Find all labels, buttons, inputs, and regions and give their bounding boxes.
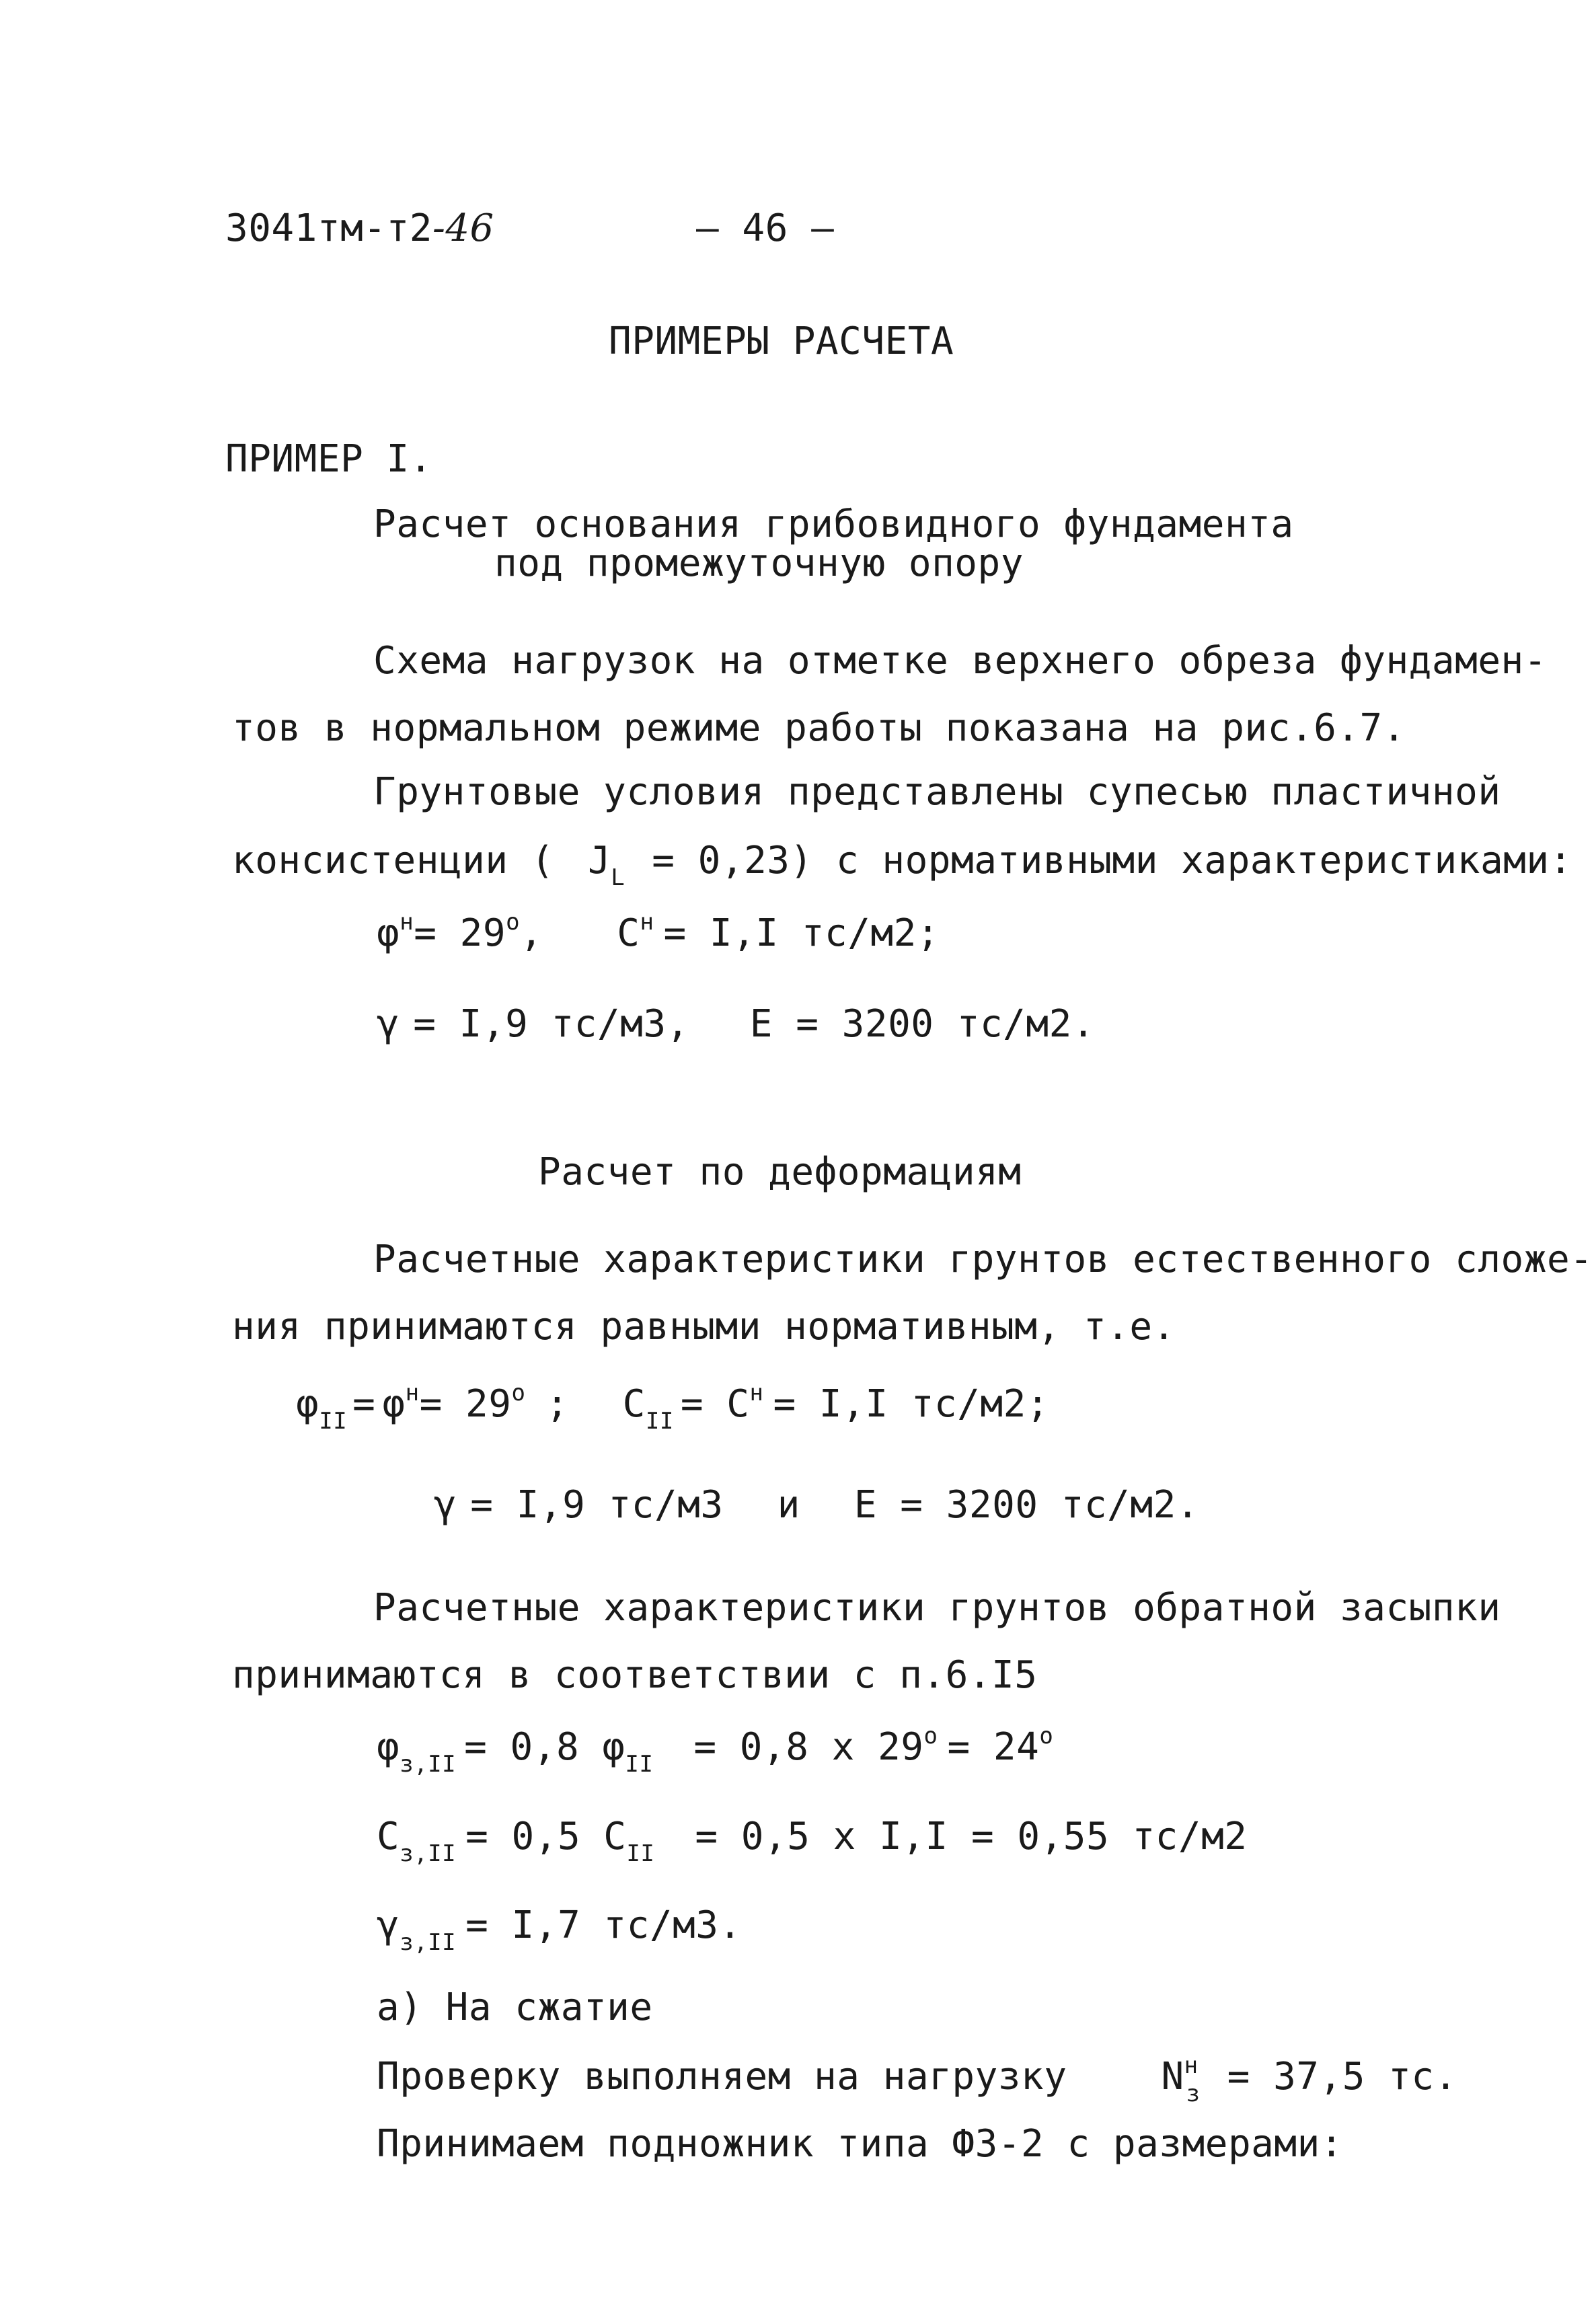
- compression-check-line: Проверку выполняем на нагрузку $N^н_з = 37,5$ тс.: [377, 2052, 1457, 2108]
- backfill-c-line: $C_{з,II} = 0,5$ $C_{II} = 0,5$ x I,I = 0,55 тс/м2: [377, 1815, 1248, 1868]
- loads-paragraph-line-1: Схема нагрузок на отметке верхнего обреза фундамен-: [373, 639, 1547, 683]
- natural-paragraph-line-1: Расчетные характеристики грунтов естественного сложе-: [373, 1238, 1593, 1281]
- liquidity-index-symbol: J: [588, 839, 611, 882]
- natural-paragraph-line-2: ния принимаются равными нормативным, т.е.: [232, 1305, 1176, 1349]
- phi-symbol: φ: [377, 911, 400, 955]
- compression-accept-line: Принимаем подножник типа Ф3-2 с размерами:: [377, 2122, 1344, 2166]
- normative-phi-c-line: $\varphi^н= 29^o$, $C^н = I,I$ тс/м2;: [377, 909, 940, 955]
- header-doc-code: [225, 206, 494, 250]
- soil-paragraph-line-1: Грунтовые условия представлены супесью пластичной: [373, 770, 1501, 814]
- normative-gamma-e-line: γ = I,9 тс/м3, E = 3200 тс/м2.: [377, 1002, 1096, 1046]
- soil-paragraph-line-2: консистенции ( $J_L = 0,23$) с нормативными характеристиками:: [232, 839, 1572, 892]
- section-deformations-heading: Расчет по деформациям: [538, 1150, 1022, 1194]
- page-number: – 46 –: [696, 206, 835, 250]
- example-label: ПРИМЕР I.: [225, 437, 432, 481]
- backfill-phi-line: $\varphi_{з,II} = 0,8$ $\varphi_{II} = 0,8$ x $29^o = 24^o$: [377, 1723, 1054, 1778]
- subtitle-line-1: Расчет основания грибовидного фундамента: [373, 502, 1294, 546]
- gamma-symbol: γ: [377, 1002, 400, 1046]
- natural-phi-c-line: $\varphi_{II} = \varphi^н= 29^o$ ; $C_{II} = C^н = I,I$ тс/м2;: [296, 1380, 1050, 1435]
- natural-gamma-e-line: γ = I,9 тс/м3 и E = 3200 тс/м2.: [434, 1483, 1200, 1527]
- subtitle-line-2: под промежуточную опору: [494, 541, 1024, 585]
- backfill-paragraph-line-2: принимаются в соответствии с п.6.I5: [232, 1653, 1038, 1697]
- page-title: ПРИМЕРЫ РАСЧЕТА: [609, 319, 954, 363]
- loads-paragraph-line-2: тов в нормальном режиме работы показана на рис.6.7.: [232, 706, 1406, 750]
- compression-label: а) На сжатие: [377, 1986, 653, 2029]
- load-symbol: N: [1161, 2055, 1184, 2099]
- doc-code: 3041тм-т2: [225, 206, 432, 250]
- backfill-gamma-line: $\gamma_{з,II} = I,7$ тс/м3.: [377, 1903, 742, 1957]
- backfill-paragraph-line-1: Расчетные характеристики грунтов обратной засыпки: [373, 1586, 1501, 1630]
- doc-code-suffix: -46: [432, 206, 494, 250]
